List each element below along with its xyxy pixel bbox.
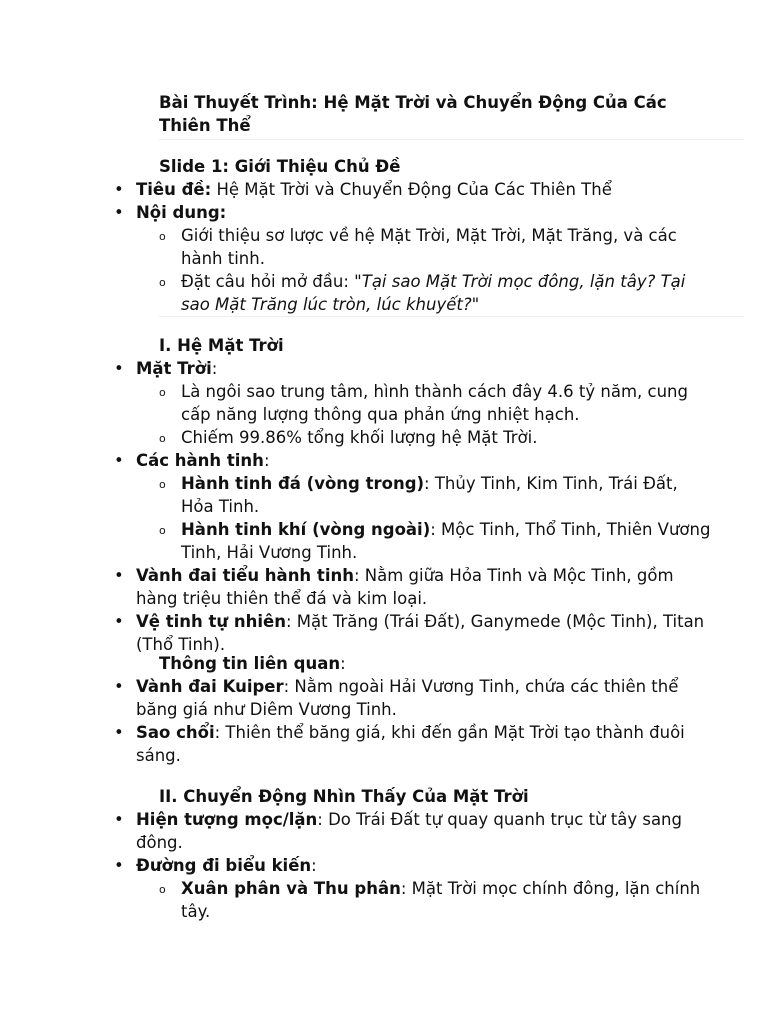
sub-list-item <box>112 224 712 270</box>
item-text: Chiếm 99.86% tổng khối lượng hệ Mặt Trời. <box>181 428 538 447</box>
opening-question: Tại sao Mặt Trời mọc đông, lặn tây? Tại sao Mặt Trăng lúc tròn, lúc khuyết? <box>181 272 686 314</box>
item-text: : Nằm giữa Hỏa Tinh và Mộc Tinh, gồm hàng triệu thiên thể đá và kim loại. <box>136 566 674 608</box>
bullet-icon: • <box>114 203 124 222</box>
list-item <box>112 610 712 656</box>
sub-list-item <box>112 426 712 449</box>
bullet-icon: • <box>114 612 124 631</box>
item-text: : Thủy Tinh, Kim Tinh, Trái Đất, Hỏa Tinh. <box>181 474 678 516</box>
circle-bullet-icon: o <box>159 478 166 491</box>
item-label: Hiện tượng mọc/lặn <box>136 810 318 829</box>
item-label: Hành tinh đá (vòng trong) <box>181 474 425 493</box>
item-text: : <box>340 654 346 673</box>
slide1-heading: Slide 1: Giới Thiệu Chủ Đề <box>159 157 401 176</box>
item-label: Các hành tinh <box>136 451 264 470</box>
item-text: : <box>263 451 270 470</box>
circle-bullet-icon: o <box>159 386 166 399</box>
bullet-icon: • <box>114 856 124 875</box>
bullet-icon: • <box>114 566 124 585</box>
item-label: Vành đai tiểu hành tinh <box>136 566 354 585</box>
item-label: Hành tinh khí (vòng ngoài) <box>181 520 431 539</box>
quote-mark: " <box>471 295 480 314</box>
sub-list-item <box>112 380 712 426</box>
quote-mark: " <box>354 272 362 291</box>
item-text: : <box>211 359 218 378</box>
item-text: : <box>311 856 317 875</box>
item-text: : Do Trái Đất tự quay quanh trục từ tây sang đông. <box>136 810 682 852</box>
item-label: Vệ tinh tự nhiên <box>136 612 286 631</box>
section1-list <box>112 357 712 656</box>
item-text: : Mộc Tinh, Thổ Tinh, Thiên Vương Tinh, Hải Vương Tinh. <box>181 520 711 562</box>
section2-heading: II. Chuyển Động Nhìn Thấy Của Mặt Trời <box>159 787 529 806</box>
item-text: : Mặt Trời mọc chính đông, lặn chính tây. <box>181 879 701 921</box>
related-info-heading <box>159 652 346 675</box>
list-item <box>112 808 712 854</box>
bullet-icon: • <box>114 359 124 378</box>
divider <box>159 316 744 317</box>
list-item <box>112 675 712 721</box>
list-item <box>112 449 712 472</box>
item-label: Xuân phân và Thu phân <box>181 879 401 898</box>
slide1-list <box>112 178 712 316</box>
item-label: Đường đi biểu kiến <box>136 856 312 875</box>
bullet-icon: • <box>114 723 124 742</box>
bullet-icon: • <box>114 180 124 199</box>
circle-bullet-icon: o <box>159 883 166 896</box>
list-item <box>112 721 712 767</box>
divider <box>159 139 744 140</box>
item-label: Vành đai Kuiper <box>136 677 284 696</box>
bullet-icon: • <box>114 677 124 696</box>
item-label: Thông tin liên quan <box>159 654 341 673</box>
item-label: Mặt Trời <box>136 359 212 378</box>
list-item <box>112 201 712 224</box>
bullet-icon: • <box>114 810 124 829</box>
list-item <box>112 854 712 877</box>
item-label: Sao chổi <box>136 723 215 742</box>
list-item <box>112 178 712 201</box>
item-text: Giới thiệu sơ lược về hệ Mặt Trời, Mặt Trời, Mặt Trăng, và các hành tinh. <box>181 226 677 268</box>
item-text: Đặt câu hỏi mở đầu: <box>181 272 355 291</box>
bullet-icon: • <box>114 451 124 470</box>
item-text: Là ngôi sao trung tâm, hình thành cách đây 4.6 tỷ năm, cung cấp năng lượng thông qua phản ứng nhiệt hạch. <box>181 382 688 424</box>
circle-bullet-icon: o <box>159 524 166 537</box>
section2-list <box>112 808 712 923</box>
item-text: : Nằm ngoài Hải Vương Tinh, chứa các thiên thể băng giá như Diêm Vương Tinh. <box>136 677 679 719</box>
document-title: Bài Thuyết Trình: Hệ Mặt Trời và Chuyển Động Của Các Thiên Thể <box>159 93 667 135</box>
related-list <box>112 675 712 767</box>
sub-list-item <box>112 472 712 518</box>
sub-list-item <box>112 877 712 923</box>
item-text: : Thiên thể băng giá, khi đến gần Mặt Trời tạo thành đuôi sáng. <box>136 723 685 765</box>
sub-list-item <box>112 518 712 564</box>
item-label: Nội dung: <box>136 203 227 222</box>
item-label: Tiêu đề: <box>136 180 212 199</box>
circle-bullet-icon: o <box>159 276 166 289</box>
item-text: Hệ Mặt Trời và Chuyển Động Của Các Thiên Thể <box>211 180 612 199</box>
list-item <box>112 564 712 610</box>
circle-bullet-icon: o <box>159 230 166 243</box>
item-text: : Mặt Trăng (Trái Đất), Ganymede (Mộc Tinh), Titan (Thổ Tinh). <box>136 612 705 654</box>
circle-bullet-icon: o <box>159 432 166 445</box>
section1-heading: I. Hệ Mặt Trời <box>159 336 284 355</box>
sub-list-item <box>112 270 712 316</box>
list-item <box>112 357 712 380</box>
